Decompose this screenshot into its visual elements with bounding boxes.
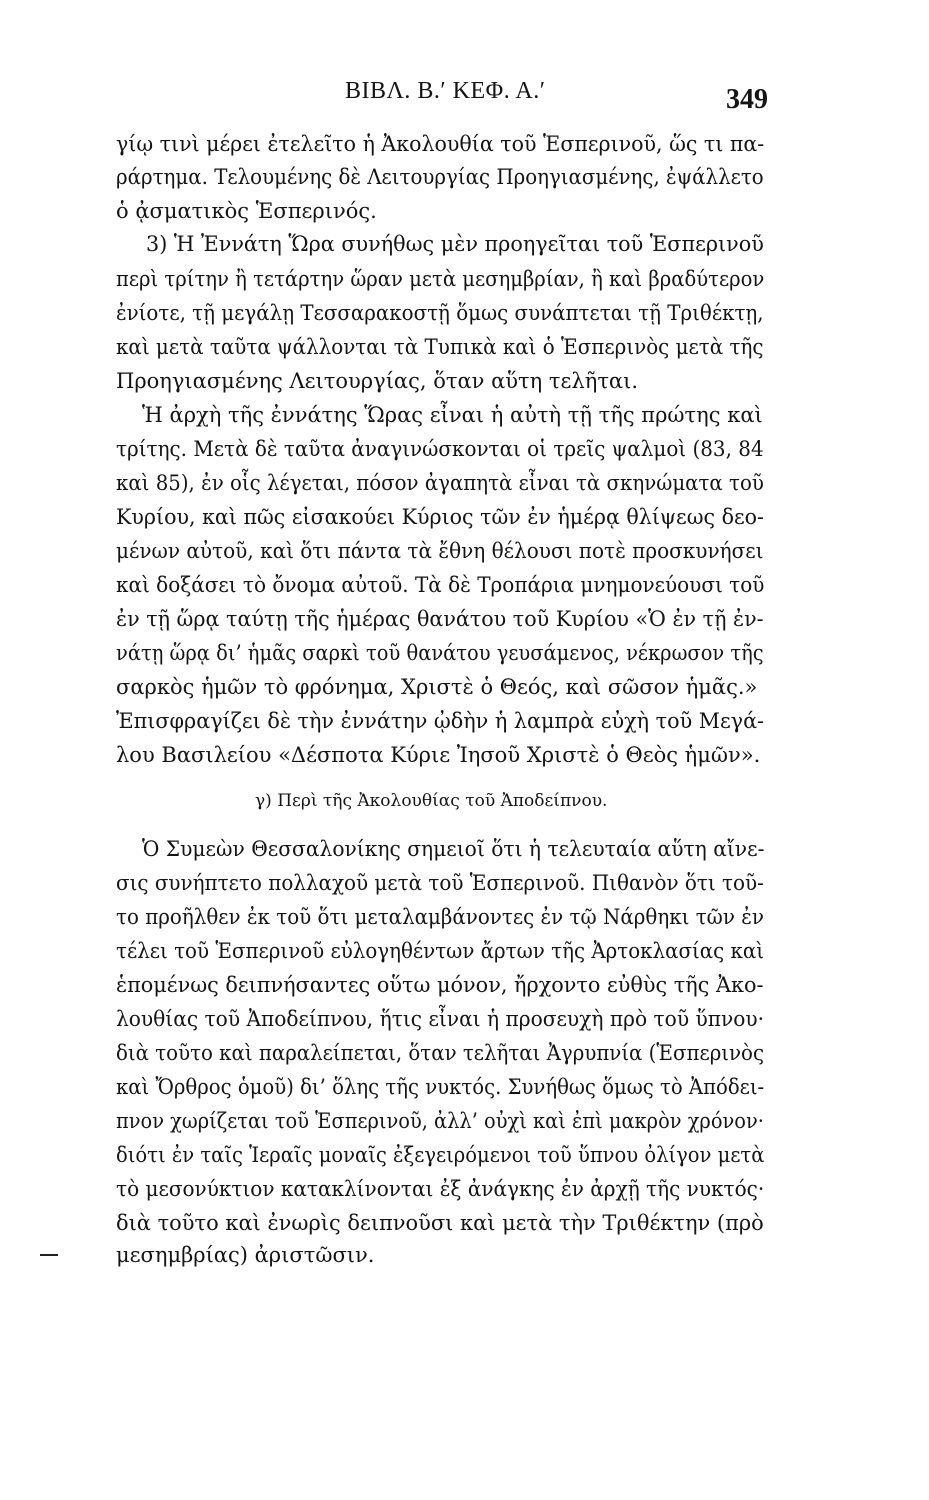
section-heading: γ) Περὶ τῆς Ἀκολουθίας τοῦ Ἀποδείπνου. [255, 791, 608, 811]
text-line: καὶ 85), ἐν οἷς λέγεται, πόσον ἀγαπητὰ εἶναι τὰ σκηνώματα τοῦ [116, 471, 764, 495]
text-line: μεσημβρίας) ἀριστῶσιν. [116, 1243, 375, 1267]
text-line: τὸ μεσονύκτιον κατακλίνονται ἐξ ἀνάγκης ἐν ἀρχῇ τῆς νυκτός· [116, 1177, 765, 1201]
text-line: μένων αὐτοῦ, καὶ ὅτι πάντα τὰ ἔθνη θέλουσι ποτὲ προσκυνήσει [116, 539, 764, 563]
text-line: Κυρίου, καὶ πῶς εἰσακούει Κύριος τῶν ἐν ἡμέρᾳ θλίψεως δεο- [116, 505, 764, 529]
text-line: τέλει τοῦ Ἑσπερινοῦ εὐλογηθέντων ἄρτων τῆς Ἀρτοκλασίας καὶ [116, 939, 765, 963]
text-line: ἐνίοτε, τῇ μεγάλῃ Τεσσαρακοστῇ ὅμως συνάπτεται τῇ Τριθέκτῃ, [116, 301, 764, 325]
text-line: Ὁ Συμεὼν Θεσσαλονίκης σημειοῖ ὅτι ἡ τελευταία αὕτη αἴνε- [142, 837, 765, 861]
text-line: λου Βασιλείου «Δέσποτα Κύριε Ἰησοῦ Χριστὲ ὁ Θεὸς ἡμῶν». [116, 743, 761, 767]
text-line: γίῳ τινὶ μέρει ἐτελεῖτο ἡ Ἀκολουθία τοῦ Ἑσπερινοῦ, ὥς τι πα- [116, 132, 765, 156]
text-line: καὶ δοξάσει τὸ ὄνομα αὐτοῦ. Τὰ δὲ Τροπάρια μνημονεύουσι τοῦ [116, 573, 765, 597]
text-line: διὰ τοῦτο καὶ παραλείπεται, ὅταν τελῆται Ἀγρυπνία (Ἑσπερινὸς [116, 1041, 765, 1065]
text-line: νάτῃ ὥρᾳ δι’ ἡμᾶς σαρκὶ τοῦ θανάτου γευσάμενος, νέκρωσον τῆς [116, 641, 764, 665]
text-line: περὶ τρίτην ἢ τετάρτην ὥραν μετὰ μεσημβρίαν, ἢ καὶ βραδύτερον [116, 267, 765, 291]
text-line: Ἐπισφραγίζει δὲ τὴν ἐννάτην ᾠδὴν ἡ λαμπρὰ εὐχὴ τοῦ Μεγά- [116, 709, 765, 733]
running-head: ΒΙΒΛ. Β.′ ΚΕΦ. Α.′ [345, 78, 546, 104]
text-line: διὰ τοῦτο καὶ ἐνωρὶς δειπνοῦσι καὶ μετὰ τὴν Τριθέκτην (πρὸ [116, 1211, 764, 1235]
page-number: 349 [726, 84, 768, 115]
text-line: ράρτημα. Τελουμένης δὲ Λειτουργίας Προηγιασμένης, ἐψάλλετο [116, 165, 764, 189]
text-line: ὁ ᾀσματικὸς Ἑσπερινός. [116, 199, 377, 223]
text-line: ἑπομένως δειπνήσαντες οὕτω μόνον, ἤρχοντο εὐθὺς τῆς Ἀκο- [116, 973, 764, 997]
text-line: 3) Ἡ Ἐννάτη Ὥρα συνήθως μὲν προηγεῖται τοῦ Ἑσπερινοῦ [146, 232, 764, 256]
text-line: πνον χωρίζεται τοῦ Ἑσπερινοῦ, ἀλλ’ οὐχὶ καὶ ἐπὶ μακρὸν χρόνον· [116, 1109, 764, 1133]
text-line: Ἡ ἀρχὴ τῆς ἐννάτης Ὥρας εἶναι ἡ αὐτὴ τῇ τῆς πρώτης καὶ [142, 403, 763, 427]
text-line: σις συνήπτετο πολλαχοῦ μετὰ τοῦ Ἑσπερινοῦ. Πιθανὸν ὅτι τοῦ- [116, 871, 764, 895]
text-line: διότι ἐν ταῖς Ἱεραῖς μοναῖς ἐξεγειρόμενοι τοῦ ὕπνου ὀλίγον μετὰ [116, 1143, 765, 1167]
margin-dash [40, 1254, 58, 1256]
text-line: λουθίας τοῦ Ἀποδείπνου, ἥτις εἶναι ἡ προσευχὴ πρὸ τοῦ ὕπνου· [116, 1007, 765, 1031]
text-line: τρίτης. Μετὰ δὲ ταῦτα ἀναγινώσκονται οἱ τρεῖς ψαλμοὶ (83, 84 [116, 437, 764, 461]
text-line: Προηγιασμένης Λειτουργίας, ὅταν αὕτη τελῆται. [116, 369, 639, 393]
text-line: ἐν τῇ ὥρᾳ ταύτῃ τῆς ἡμέρας θανάτου τοῦ Κυρίου «Ὁ ἐν τῇ ἐν- [116, 607, 764, 631]
text-line: σαρκὸς ἡμῶν τὸ φρόνημα, Χριστὲ ὁ Θεός, καὶ σῶσον ἡμᾶς.» [116, 675, 758, 699]
text-line: καὶ Ὄρθρος ὁμοῦ) δι’ ὅλης τῆς νυκτός. Συνήθως ὅμως τὸ Ἀπόδει- [116, 1075, 765, 1099]
text-line: το προῆλθεν ἐκ τοῦ ὅτι μεταλαμβάνοντες ἐν τῷ Νάρθηκι τῶν ἐν [116, 905, 764, 929]
text-line: καὶ μετὰ ταῦτα ψάλλονται τὰ Τυπικὰ καὶ ὁ Ἑσπερινὸς μετὰ τῆς [116, 335, 764, 359]
